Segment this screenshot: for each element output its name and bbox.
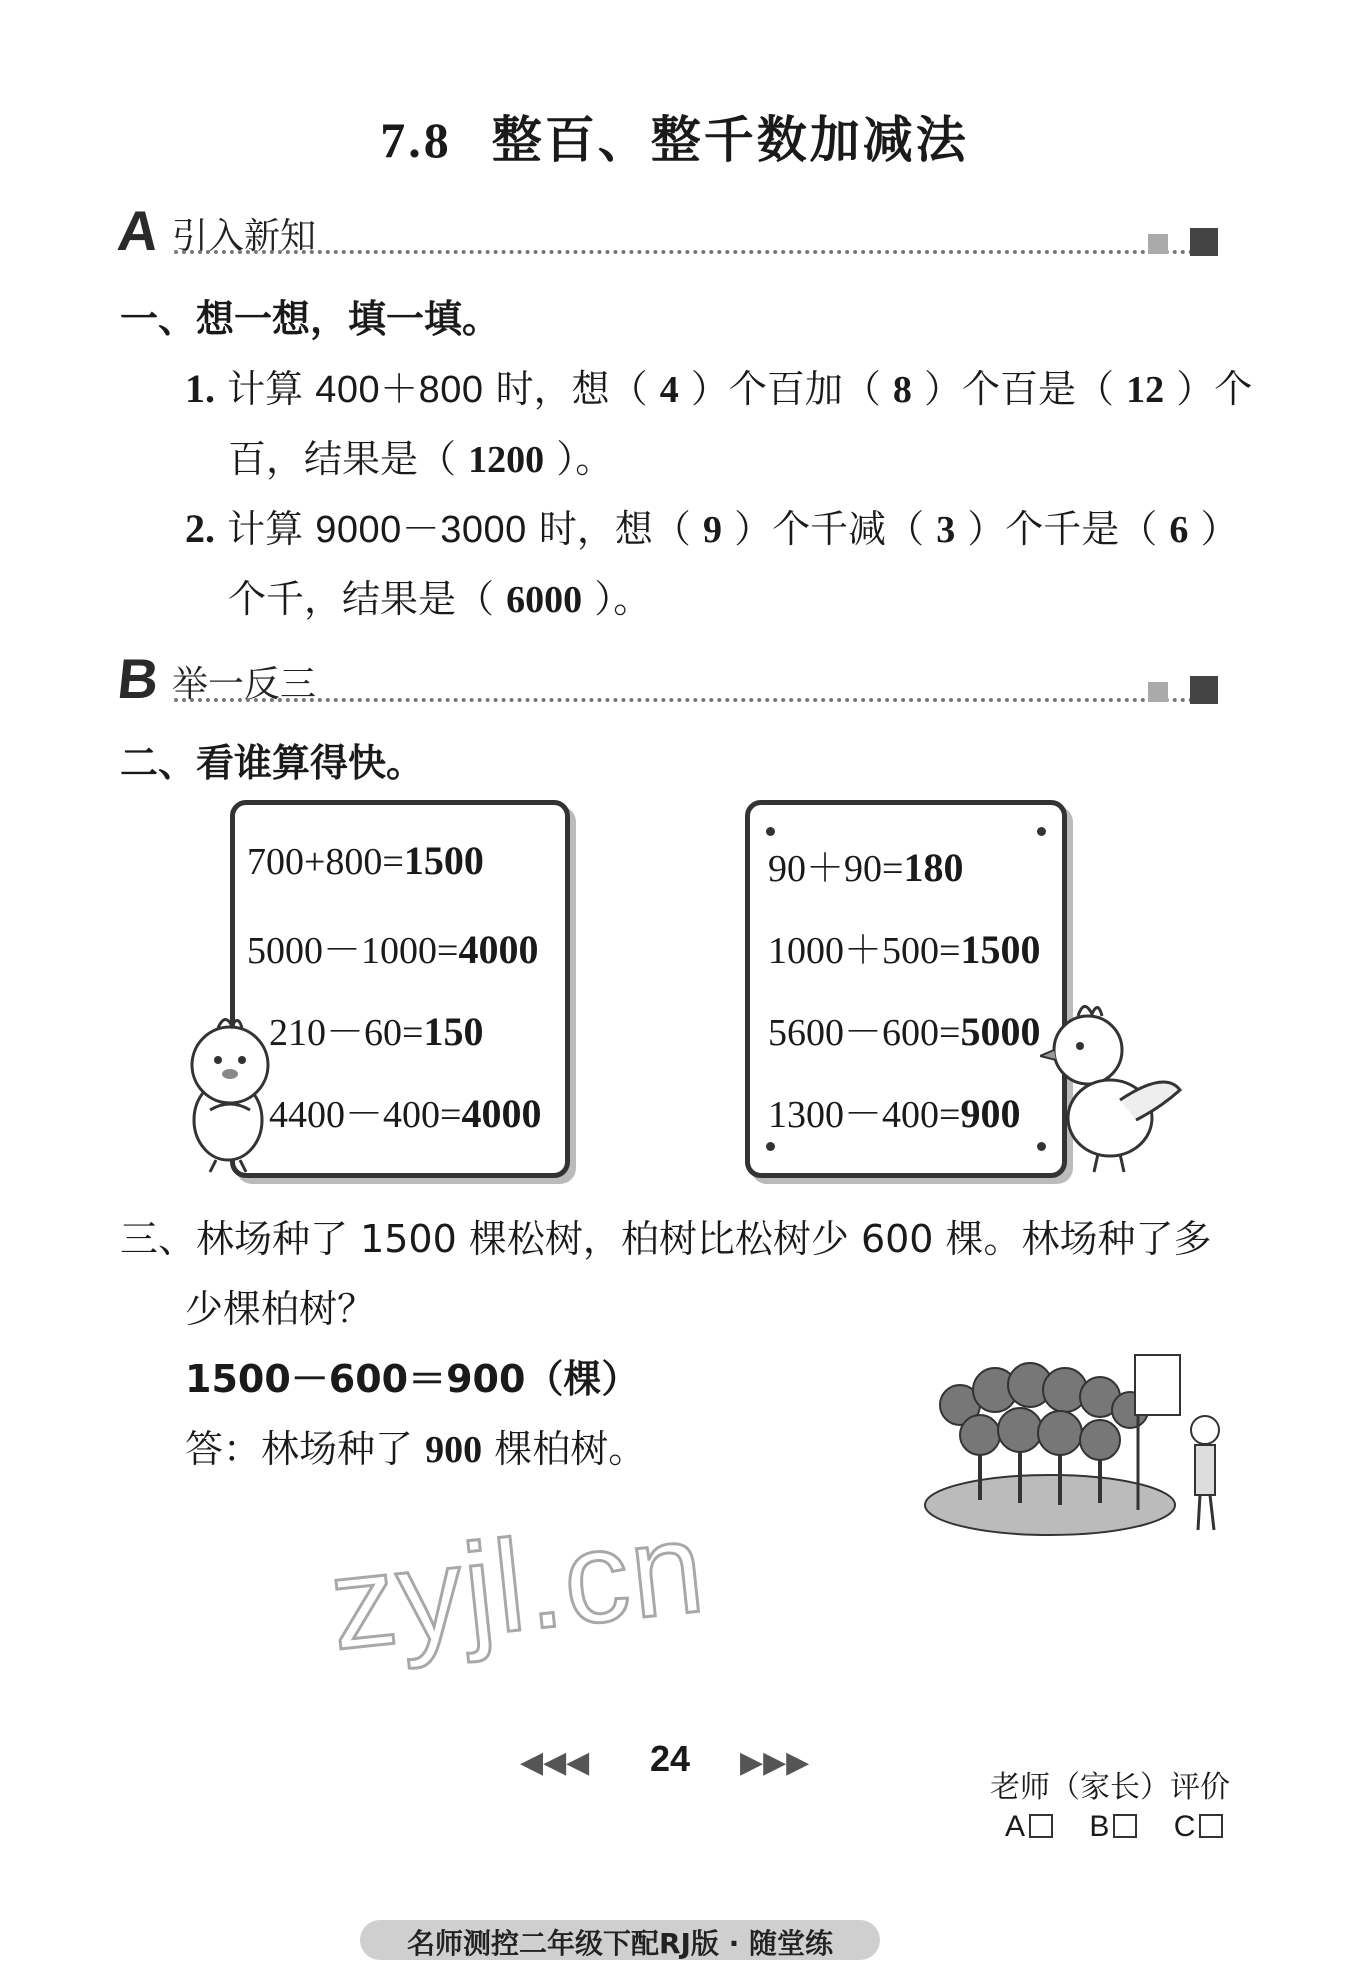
chick-illustration <box>180 1010 280 1175</box>
decor-square-dark <box>1190 228 1218 256</box>
answer-number: 900 <box>425 1429 483 1471</box>
q1-item2-line1 <box>185 498 1239 553</box>
right-calc-board <box>745 800 1067 1178</box>
text: ）个千是（ <box>967 507 1158 551</box>
text: ） <box>1200 507 1239 551</box>
section-divider <box>174 698 1218 702</box>
bird-illustration <box>1040 990 1190 1180</box>
board-rivet <box>1037 827 1046 836</box>
equation: 700+800=1500 <box>247 838 484 883</box>
left-calc-board <box>230 800 570 1178</box>
lesson-number: 7.8 <box>380 112 452 168</box>
answer-blank: 4 <box>659 369 679 411</box>
forest-illustration <box>920 1335 1240 1545</box>
text: ）个百加（ <box>690 367 881 411</box>
equation: 1000＋500=1500 <box>768 927 1041 972</box>
evaluation-grades <box>1005 1810 1223 1844</box>
answer-blank: 8 <box>892 369 912 411</box>
answer-blank: 6 <box>1169 509 1189 551</box>
next-arrows: ▶▶▶ <box>740 1745 810 1780</box>
answer-blank: 12 <box>1126 369 1165 411</box>
q1-item1-line2 <box>228 428 613 483</box>
section-a-label: 引入新知 <box>172 216 317 257</box>
grade-a-checkbox[interactable] <box>1029 1814 1053 1838</box>
equation: 90＋90=180 <box>768 845 964 890</box>
grade-c-label: C <box>1173 1810 1196 1843</box>
section-b-label: 举一反三 <box>172 664 317 705</box>
text: 时，想（ <box>538 507 691 551</box>
section-a-letter: A <box>114 199 162 262</box>
section-a-header <box>114 199 1218 262</box>
page-title <box>0 100 1349 172</box>
grade-c-checkbox[interactable] <box>1199 1814 1223 1838</box>
section-b-letter: B <box>114 647 162 710</box>
equation: 5600－600=5000 <box>768 1009 1041 1054</box>
text: 棵柏树。 <box>494 1427 647 1471</box>
evaluation-label: 老师（家长）评价 <box>990 1770 1230 1805</box>
text: 百，结果是（ <box>228 437 457 481</box>
text: ）个千减（ <box>734 507 925 551</box>
answer-blank: 6000 <box>506 579 583 621</box>
book-title: 名师测控二年级下配RJ版 · 随堂练 <box>406 1927 834 1960</box>
item-number: 2. <box>185 506 215 551</box>
decor-square-dark <box>1190 676 1218 704</box>
board-rivet <box>766 1142 775 1151</box>
equation: 4400－400=4000 <box>269 1091 542 1136</box>
text: 个千，结果是（ <box>228 577 495 621</box>
grade-b-label: B <box>1089 1810 1110 1843</box>
text: 计算 <box>227 507 304 551</box>
decor-square-light <box>1148 682 1168 702</box>
page-number: 24 <box>650 1738 691 1779</box>
q1-item2-line2 <box>228 568 651 623</box>
text: 答：林场种了 <box>185 1427 414 1471</box>
q2-heading: 二、看谁算得快。 <box>120 741 425 785</box>
text: ）。 <box>556 437 614 481</box>
q3-answer <box>185 1418 646 1473</box>
q3-question-line1: 三、林场种了 1500 棵松树，柏树比松树少 600 棵。林场种了多 <box>120 1217 1212 1261</box>
q1-heading: 一、想一想，填一填。 <box>120 297 501 341</box>
equation: 210－60=150 <box>269 1009 484 1054</box>
lesson-title: 整百、整千数加减法 <box>491 111 969 169</box>
q3-question-line2: 少棵柏树？ <box>185 1287 376 1331</box>
expression: 9000－3000 <box>315 509 527 551</box>
prev-arrows: ◀◀◀ <box>520 1745 590 1780</box>
answer-blank: 1200 <box>468 439 545 481</box>
watermark: zyjl.cn <box>323 1492 712 1678</box>
text: ）个百是（ <box>924 367 1115 411</box>
grade-a-label: A <box>1005 1810 1026 1843</box>
section-b-header <box>114 647 1218 710</box>
expression: 400＋800 <box>315 369 484 411</box>
section-divider <box>174 250 1218 254</box>
text: ）个 <box>1176 367 1253 411</box>
item-number: 1. <box>185 366 215 411</box>
grade-b-checkbox[interactable] <box>1113 1814 1137 1838</box>
decor-square-light <box>1148 234 1168 254</box>
answer-blank: 3 <box>936 509 956 551</box>
text: 计算 <box>227 367 304 411</box>
text: ）。 <box>594 577 652 621</box>
text: 时，想（ <box>495 367 648 411</box>
q3-calculation: 1500－600＝900（棵） <box>185 1357 640 1401</box>
answer-blank: 9 <box>702 509 722 551</box>
q1-item1-line1 <box>185 358 1252 413</box>
equation: 1300－400=900 <box>768 1091 1021 1136</box>
equation: 5000－1000=4000 <box>247 927 539 972</box>
board-rivet <box>766 827 775 836</box>
